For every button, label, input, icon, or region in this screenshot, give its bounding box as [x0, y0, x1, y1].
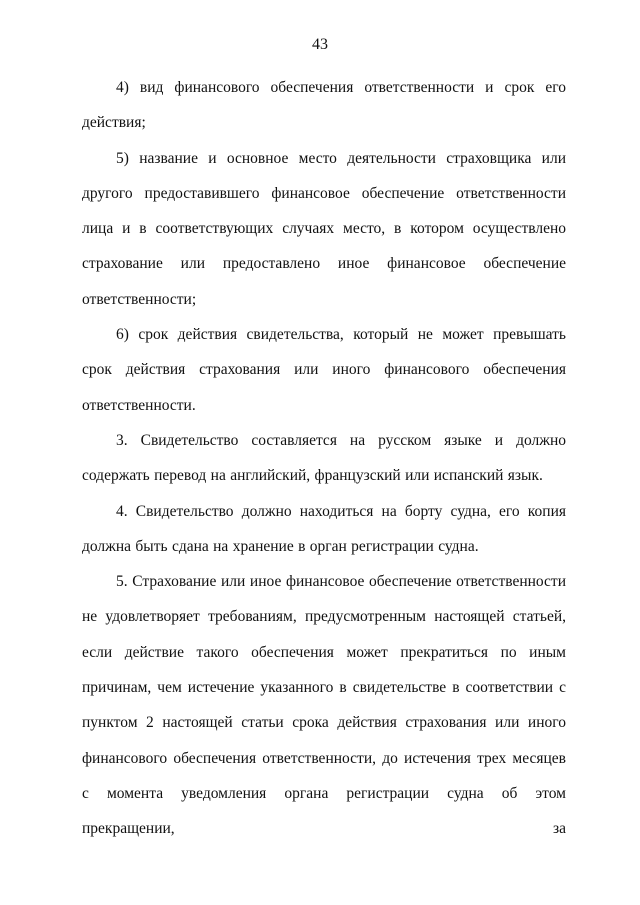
paragraph-item-6: 6) срок действия свидетельства, который не может превышать срок действия страхования или иного финансового обеспечения ответственности.	[82, 326, 566, 414]
paragraph-section-3: 3. Свидетельство составляется на русском языке и должно содержать перевод на английский, французский или испанский язык.	[82, 431, 566, 485]
paragraph-item-4: 4) вид финансового обеспечения ответственности и срок его действия;	[82, 79, 566, 132]
paragraph-section-4: 4. Свидетельство должно находиться на борту судна, его копия должна быть сдана на хранение в орган регистрации судна.	[82, 502, 566, 555]
document-body	[82, 70, 566, 847]
paragraph-item-5: 5) название и основное место деятельности страховщика или другого предоставившего финансовое обеспечение ответственности лица и в соответствующих случаях место, в котором осуществлено страхование или предоставлено иное финансовое обеспечение ответственности;	[82, 149, 566, 308]
paragraph-section-5: 5. Страхование или иное финансовое обеспечение ответственности не удовлетворяет требованиям, предусмотренным настоящей статьей, если действие такого обеспечения может прекратиться по иным причинам, чем истечение указанного в свидетельстве в соответствии с пунктом 2 настоящей статьи срока действия страхования или иного финансового обеспечения ответственности, до истечения трех месяцев с момента уведомления органа регистрации судна об этом прекращении, за	[82, 573, 566, 838]
page-number: 43	[312, 36, 328, 53]
